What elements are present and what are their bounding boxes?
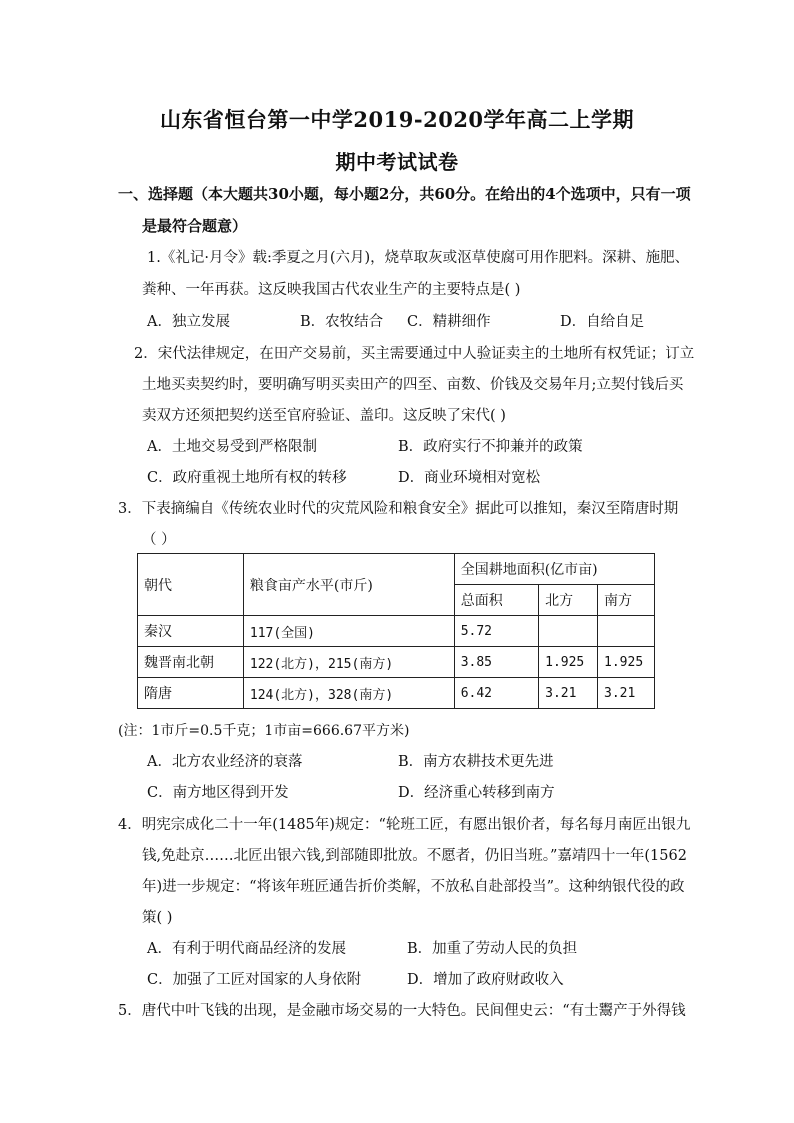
cell-dynasty: 秦汉	[138, 616, 244, 647]
cell-dynasty: 隋唐	[138, 678, 244, 709]
header-dynasty: 朝代	[138, 554, 244, 616]
header-total: 总面积	[454, 585, 538, 616]
question-3-line-2: （ ）	[142, 532, 176, 548]
question-3-option-d: D．经济重心转移到南方	[398, 785, 555, 801]
question-3-option-b: B．南方农耕技术更先进	[398, 754, 554, 770]
cell-north: 1.925	[539, 647, 598, 678]
question-2-option-b: B．政府实行不抑兼并的政策	[398, 439, 583, 455]
cell-yield: 122(北方)，215(南方)	[243, 647, 454, 678]
header-area: 全国耕地面积(亿市亩)	[454, 554, 654, 585]
header-south: 南方	[598, 585, 655, 616]
cell-dynasty: 魏晋南北朝	[138, 647, 244, 678]
cell-south	[598, 616, 655, 647]
question-4-option-a: A．有利于明代商品经济的发展	[147, 941, 346, 957]
question-4-line-1: 4．明宪宗成化二十一年(1485年)规定：“轮班工匠，有愿出银价者，每名每月南匠出银九	[118, 817, 691, 833]
question-1-option-b: B．农牧结合	[300, 314, 384, 330]
header-yield: 粮食亩产水平(市斤)	[243, 554, 454, 616]
question-4-option-b: B．加重了劳动人民的负担	[407, 941, 578, 957]
question-4-line-4: 策( )	[142, 910, 173, 926]
question-2-option-c: C．政府重视土地所有权的转移	[147, 470, 347, 486]
question-3-option-c: C．南方地区得到开发	[147, 785, 289, 801]
grain-data-table	[137, 553, 655, 709]
question-3-option-a: A．北方农业经济的衰落	[147, 754, 303, 770]
section-heading: 一、选择题（本大题共30小题，每小题2分，共60分。在给出的4个选项中，只有一项	[118, 185, 691, 203]
question-5-line-1: 5．唐代中叶飞钱的出现，是金融市场交易的一大特色。民间俚史云：“有士鬻产于外得钱	[118, 1003, 686, 1019]
question-1-line-2: 粪种、一年再获。这反映我国古代农业生产的主要特点是( )	[142, 282, 521, 298]
cell-total: 3.85	[454, 647, 538, 678]
question-4-option-d: D．增加了政府财政收入	[407, 972, 564, 988]
question-2-line-3: 卖双方还须把契约送至官府验证、盖印。这反映了宋代( )	[142, 408, 506, 424]
question-4-line-3: 年)进一步规定：“将该年班匠通告折价类解，不放私自赴部投当”。这种纳银代役的政	[142, 879, 685, 895]
question-1-option-c: C．精耕细作	[407, 314, 491, 330]
question-1-line-1: 1.《礼记·月令》载:季夏之月(六月)，烧草取灰或沤草使腐可用作肥料。深耕、施肥、	[147, 250, 690, 266]
question-2-line-2: 土地买卖契约时，要明确写明买卖田产的四至、亩数、价钱及交易年月;立契付钱后买	[142, 377, 684, 393]
question-3-line-1: 3．下表摘编自《传统农业时代的灾荒风险和粮食安全》据此可以推知，秦汉至隋唐时期	[118, 501, 679, 517]
cell-south: 1.925	[598, 647, 655, 678]
cell-south: 3.21	[598, 678, 655, 709]
question-2-option-a: A．土地交易受到严格限制	[147, 439, 317, 455]
question-1-option-a: A．独立发展	[147, 314, 230, 330]
table-row	[138, 647, 655, 678]
cell-total: 5.72	[454, 616, 538, 647]
question-2-option-d: D．商业环境相对宽松	[398, 470, 541, 486]
table-header-row	[138, 554, 655, 585]
question-1-option-d: D．自给自足	[560, 314, 645, 330]
header-north: 北方	[539, 585, 598, 616]
cell-north: 3.21	[539, 678, 598, 709]
cell-total: 6.42	[454, 678, 538, 709]
table-row	[138, 616, 655, 647]
table-row	[138, 678, 655, 709]
question-4-option-c: C．加强了工匠对国家的人身依附	[147, 972, 362, 988]
section-heading-cont: 是最符合题意）	[142, 217, 248, 235]
question-4-line-2: 钱,免赴京……北匠出银六钱,到部随即批放。不愿者，仍旧当班。”嘉靖四十一年(1562	[142, 848, 687, 864]
exam-title: 山东省恒台第一中学2019-2020学年高二上学期	[159, 107, 635, 132]
cell-yield: 117(全国)	[243, 616, 454, 647]
table-note: (注：1市斤=0.5千克；1市亩=666.67平方米)	[118, 723, 410, 739]
cell-north	[539, 616, 598, 647]
cell-yield: 124(北方)，328(南方)	[243, 678, 454, 709]
exam-subtitle: 期中考试试卷	[335, 150, 459, 174]
question-2-line-1: 2．宋代法律规定，在田产交易前，买主需要通过中人验证卖主的土地所有权凭证；订立	[134, 346, 695, 362]
